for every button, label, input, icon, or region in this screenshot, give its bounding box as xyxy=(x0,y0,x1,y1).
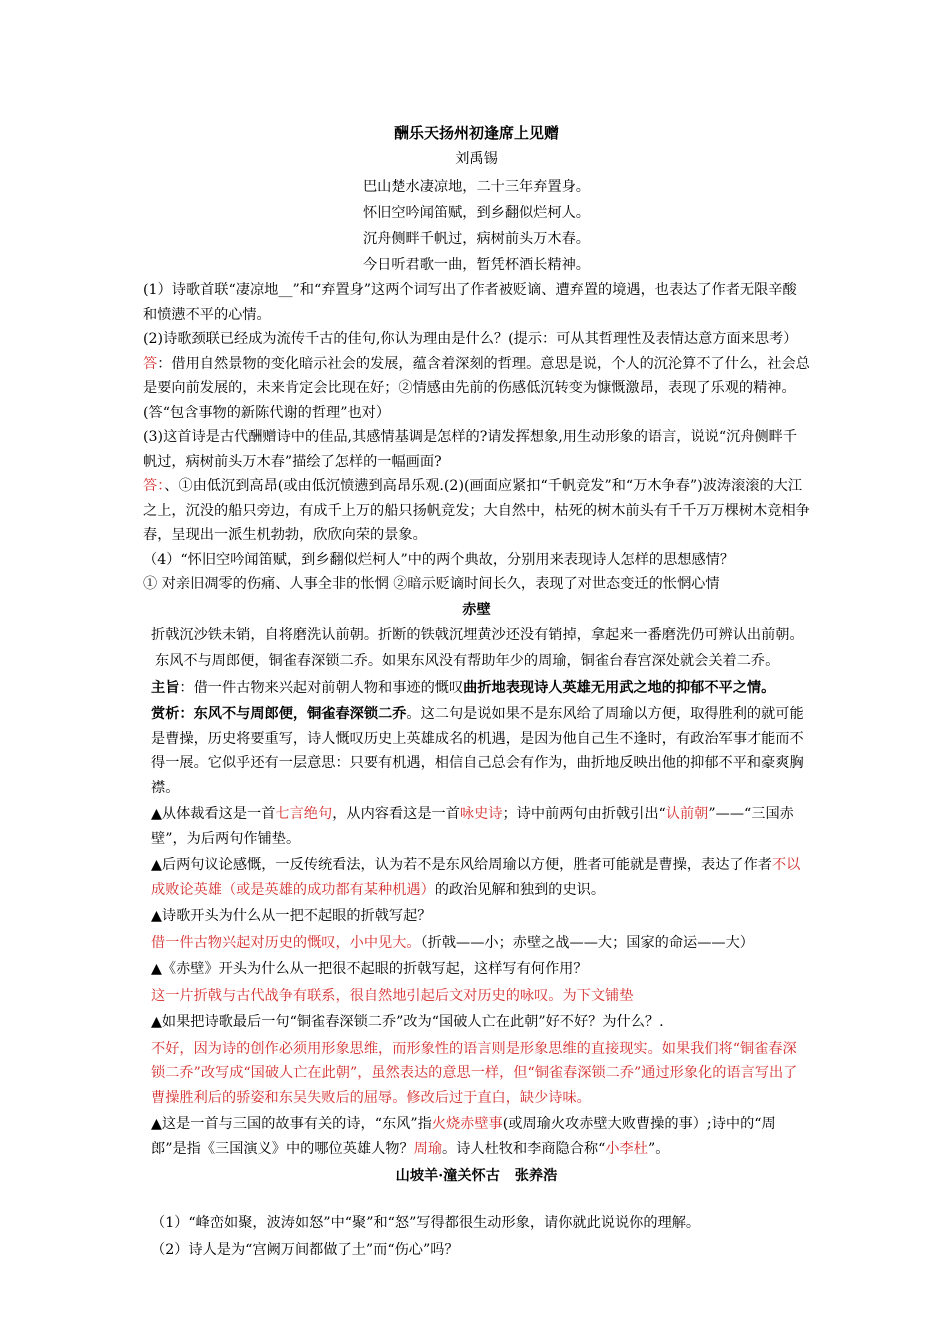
poem1-answer-3: 答：、①由低沉到高昂(或由低沉愤懑到高昂乐观.(2)(画面应紧扣“千帆竞发”和“万木争春”)波涛滚滚的大江之上，沉没的船只旁边，有成千上万的船只扬帆竞发；大自然中，枯死的树木前头有千千万万棵树木竞相争春，呈现出一派生机勃勃，欣欣向荣的景象。 xyxy=(143,478,810,543)
poem2-answer-5: 不好，因为诗的创作必须用形象思维，而形象性的语言则是形象思维的直接现实。如果我们将“铜雀春深锁二乔”改写成“国破人亡在此朝”，虽然表达的意思一样，但“铜雀春深锁二乔”通过形象化的语言写出了曹操胜利后的骄姿和东吴失败后的屈辱。修改后过于直白，缺少诗味。 xyxy=(151,1040,798,1106)
answer-label: 答： xyxy=(143,478,165,494)
poem2-theme: 主旨：借一件古物来兴起对前朝人物和事迹的慨叹曲折地表现诗人英雄无用武之地的抑郁不平之情。 xyxy=(151,679,776,696)
poem2-point-2: ▲后两句议论感慨，一反传统看法，认为若不是东风给周瑜以方便，胜者可能就是曹操，表达了作者不以成败论英雄（或是英雄的成功都有某种机遇）的政治见解和独到的史识。 xyxy=(151,857,801,898)
blank-line xyxy=(143,1189,810,1211)
poem2-appreciation: 赏析：东风不与周郎便，铜雀春深锁二乔。这二句是说如果不是东风给了周瑜以方便，取得胜利的就可能是曹操，历史将要重写，诗人慨叹历史上英雄成名的机遇，是因为他自己生不逢时，有政治军事才能而不得一展。它似乎还有一层意思：只要有机遇，相信自己总会有作为，曲折地反映出他的抑郁不平和豪爽胸襟。 xyxy=(151,706,804,796)
poem2-title: 赤壁 xyxy=(462,601,491,618)
poem3-title: 山坡羊·潼关怀古 张养浩 xyxy=(395,1168,558,1184)
poem2-question-5: ▲如果把诗歌最后一句“铜雀春深锁二乔”改为“国破人亡在此朝”好不好？为什么？. xyxy=(151,1014,664,1030)
poem1-line: 怀旧空吟闻笛赋，到乡翻似烂柯人。 xyxy=(362,205,590,221)
poem2-line-2: 东风不与周郎便，铜雀春深锁二乔。如果东风没有帮助年少的周瑜，铜雀台春宫深处就会关着二乔。 xyxy=(155,653,780,669)
answer-label: 答 xyxy=(143,355,158,372)
poem1-title: 酬乐天扬州初逢席上见赠 xyxy=(393,124,559,142)
poem1-line: 沉舟侧畔千帆过，病树前头万木春。 xyxy=(362,231,590,247)
poem2-point-6: ▲这是一首与三国的故事有关的诗，“东风”指火烧赤壁事(或周瑜火攻赤壁大败曹操的事）;诗中的“周郎”是指《三国演义》中的哪位英雄人物？周瑜。诗人杜牧和李商隐合称“小李杜”。 xyxy=(151,1116,776,1157)
poem2-answer-4: 这一片折戟与古代战争有联系，很自然地引起后文对历史的咏叹。为下文铺垫 xyxy=(151,987,634,1004)
poem1-question-3: (3)这首诗是古代酬赠诗中的佳品,其感情基调是怎样的?请发挥想象,用生动形象的语言，说说“沉舟侧畔千帆过，病树前头万木春”描绘了怎样的一幅画面? xyxy=(143,429,798,470)
poem1-line: 今日听君歌一曲，暂凭杯酒长精神。 xyxy=(362,257,590,273)
poem2-question-4: ▲《赤壁》开头为什么从一把很不起眼的折戟写起，这样写有何作用？ xyxy=(151,961,588,977)
poem1-author: 刘禹锡 xyxy=(455,151,498,167)
poem1-question-4: （4）“怀旧空吟闻笛赋，到乡翻似烂柯人”中的两个典故，分别用来表现诗人怎样的思想感情？ xyxy=(143,551,735,568)
poem2-point-1: ▲从体裁看这是一首七言绝句，从内容看这是一首咏史诗；诗中前两句由折戟引出“认前朝”——“三国赤壁”，为后两句作铺垫。 xyxy=(151,806,794,847)
poem1-question-2: (2)诗歌颈联已经成为流传千古的佳句,你认为理由是什么？(提示：可从其哲理性及表情达意方面来思考） xyxy=(143,331,798,347)
poem1-question-1: (1）诗歌首联“凄凉地__”和“弃置身”这两个词写出了作者被贬谪、遭弃置的境遇，也表达了作者无限辛酸和愤懑不平的心情。 xyxy=(143,282,797,323)
poem1-answer-2: 答：借用自然景物的变化暗示社会的发展，蕴含着深刻的哲理。意思是说，个人的沉沦算不了什么，社会总是要向前发展的，未来肯定会比现在好；②情感由先前的伤感低沉转变为慷慨激昂，表现了乐观的精神。(答“包含事物的新陈代谢的哲理”也对） xyxy=(143,355,810,421)
poem1-line: 巴山楚水凄凉地，二十三年弃置身。 xyxy=(362,179,590,195)
poem2-line-1: 折戟沉沙铁未销，自将磨洗认前朝。折断的铁戟沉埋黄沙还没有销掉，拿起来一番磨洗仍可辨认出前朝。 xyxy=(151,626,804,643)
poem2-answer-3: 借一件古物兴起对历史的慨叹，小中见大。（折戟——小；赤壁之战——大；国家的命运——大） xyxy=(151,934,754,951)
document-page xyxy=(143,118,810,1262)
poem1-answer-4: ① 对亲旧凋零的伤痛、人事全非的怅惘 ②暗示贬谪时间长久，表现了对世态变迁的怅惘心情 xyxy=(143,576,720,592)
poem3-question-1: （1）“峰峦如聚，波涛如怒”中“聚”和“怒”写得都很生动形象，请你就此说说你的理解。 xyxy=(151,1215,701,1231)
poem3-question-2: （2）诗人是为“宫阙万间都做了土”而“伤心”吗？ xyxy=(151,1241,459,1258)
poem2-question-3: ▲诗歌开头为什么从一把不起眼的折戟写起？ xyxy=(151,908,432,924)
